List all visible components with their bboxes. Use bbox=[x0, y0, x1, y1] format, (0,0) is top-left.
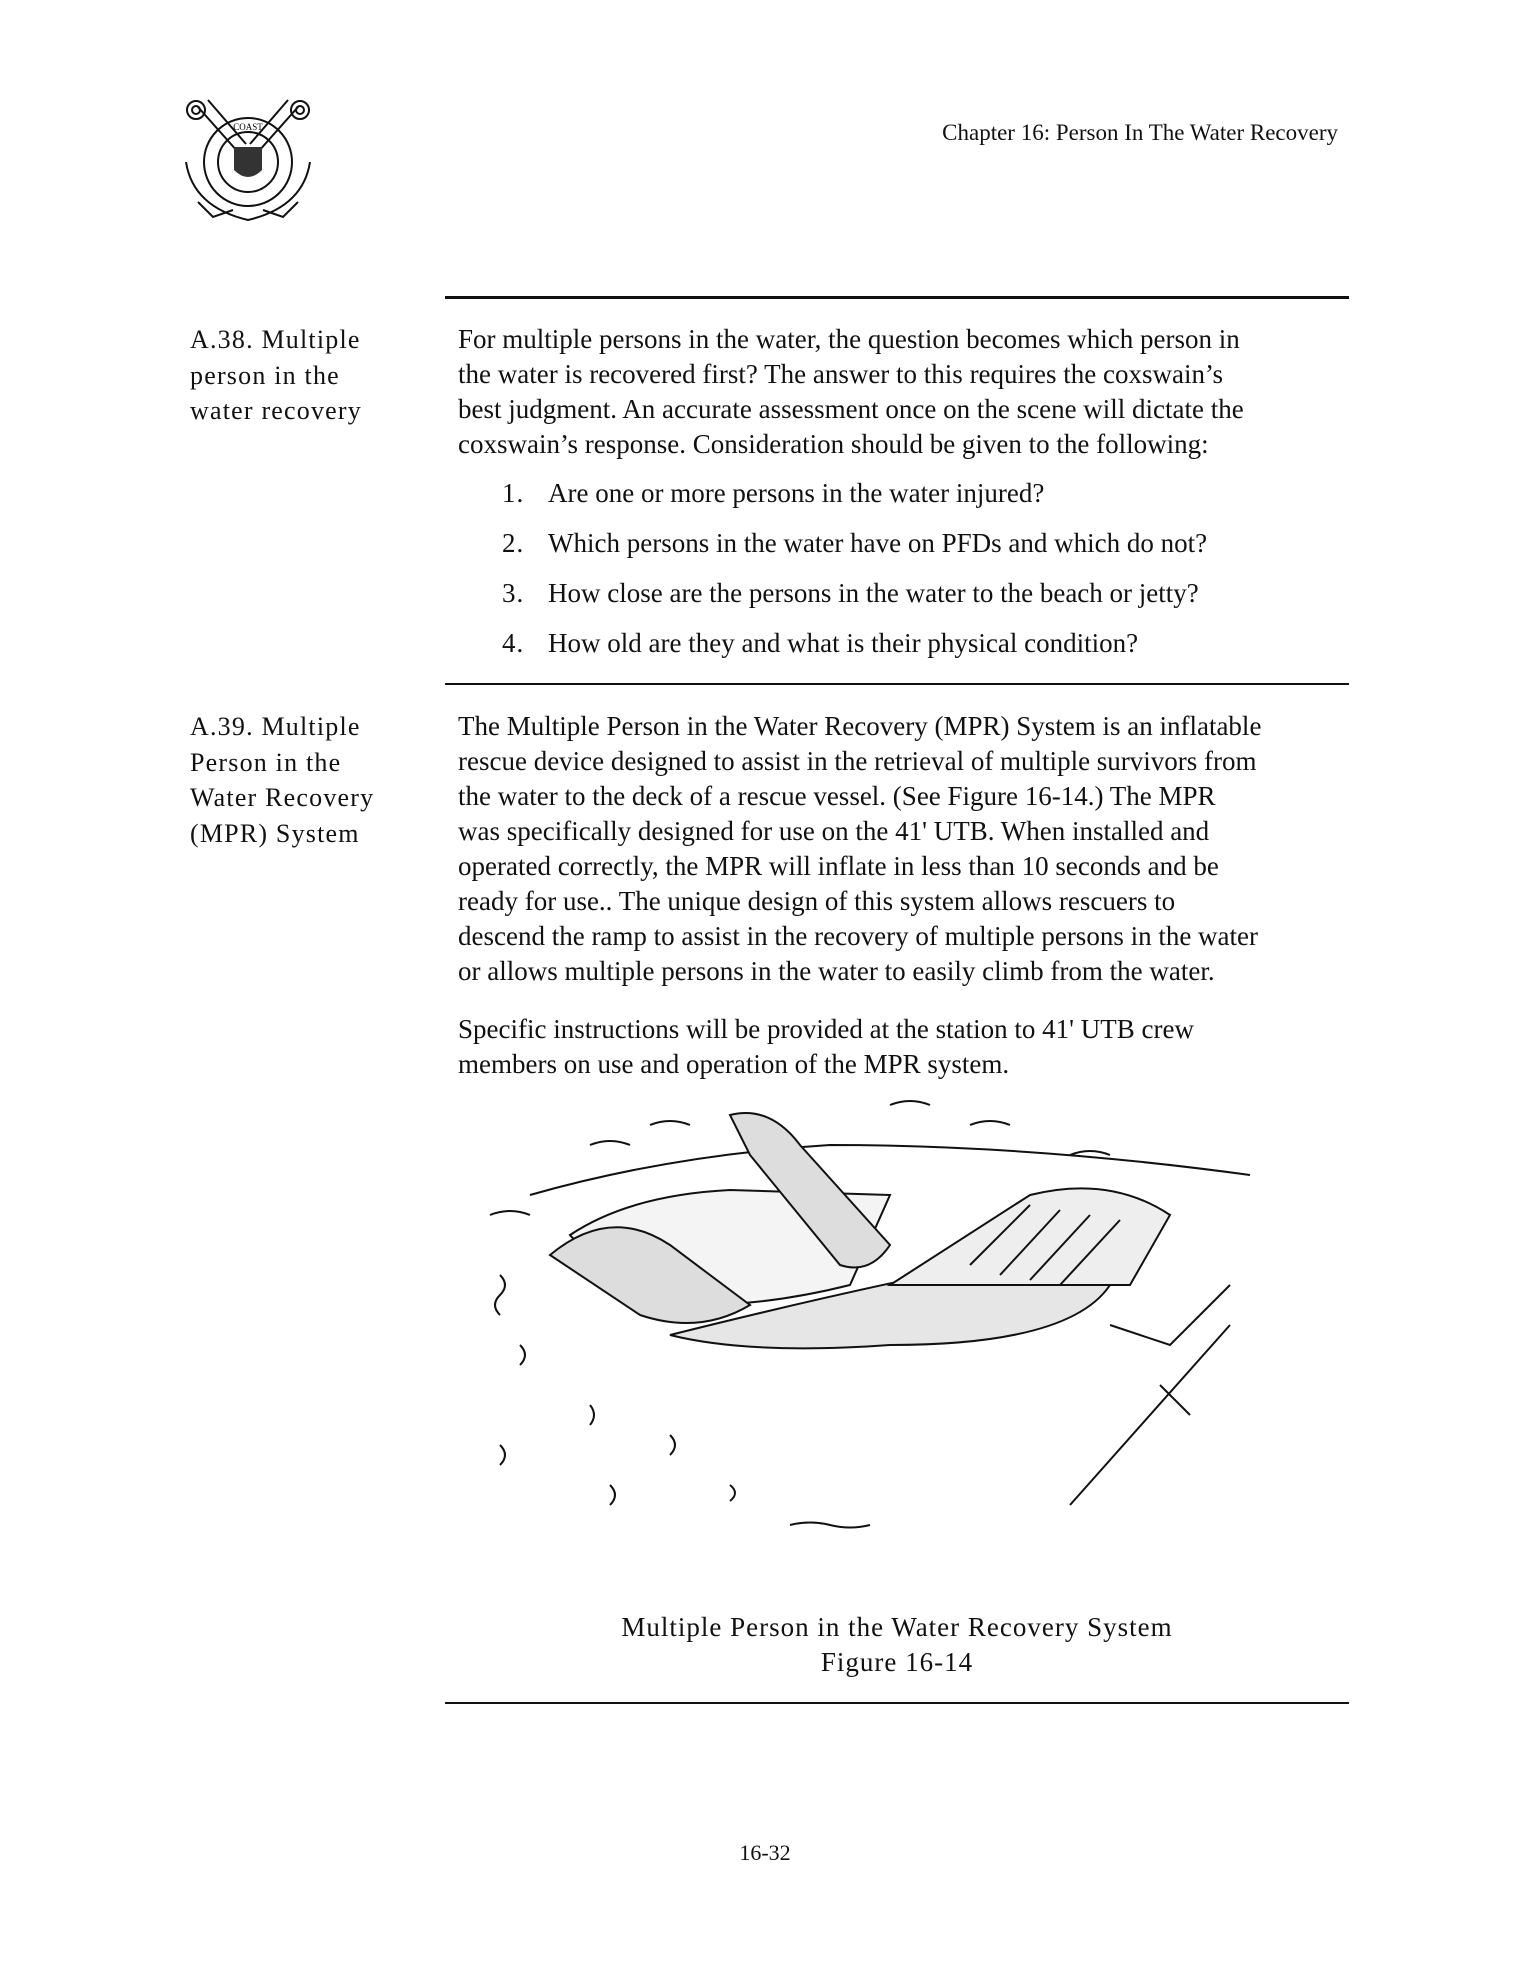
coast-guard-seal-logo bbox=[178, 92, 318, 227]
list-number: 1. bbox=[502, 478, 525, 508]
list-number: 2. bbox=[502, 528, 525, 558]
text-line: ready for use.. The unique design of this system allows rescuers to bbox=[458, 886, 1176, 916]
label-line: person in the bbox=[190, 360, 340, 390]
divider bbox=[445, 1702, 1349, 1704]
section-label-a38 bbox=[190, 322, 362, 429]
list-text: How close are the persons in the water to the beach or jetty? bbox=[548, 578, 1199, 608]
section-label-a39 bbox=[190, 709, 374, 851]
label-line: (MPR) System bbox=[190, 818, 360, 848]
label-line: A.39. Multiple bbox=[190, 712, 361, 741]
label-line: Water Recovery bbox=[190, 783, 375, 812]
divider bbox=[445, 683, 1349, 685]
text-line: For multiple persons in the water, the question becomes which person in bbox=[458, 324, 1240, 354]
text-line: members on use and operation of the MPR system. bbox=[458, 1049, 1010, 1079]
figure-caption: Multiple Person in the Water Recovery System bbox=[621, 1612, 1173, 1642]
text-line: the water to the deck of a rescue vessel. (See Figure 16-14.) The MPR bbox=[458, 781, 1216, 811]
section-a38-paragraph bbox=[458, 322, 1244, 462]
chapter-header: Chapter 16: Person In The Water Recovery bbox=[942, 120, 1338, 145]
list-item bbox=[502, 528, 1207, 559]
list-text: Which persons in the water have on PFDs and which do not? bbox=[548, 528, 1208, 558]
list-text: How old are they and what is their physical condition? bbox=[548, 628, 1139, 658]
text-line: or allows multiple persons in the water to easily climb from the water. bbox=[458, 956, 1215, 986]
text-line: Specific instructions will be provided at the station to 41' UTB crew bbox=[458, 1014, 1194, 1044]
label-line: A.38. Multiple bbox=[190, 325, 361, 354]
divider bbox=[445, 296, 1349, 299]
list-number: 3. bbox=[502, 578, 525, 608]
text-line: the water is recovered first? The answer to this requires the coxswain’s bbox=[458, 359, 1223, 389]
list-item bbox=[502, 578, 1199, 609]
list-item bbox=[502, 628, 1138, 659]
label-line: water recovery bbox=[190, 396, 362, 425]
list-item bbox=[502, 478, 1044, 509]
page-number: 16-32 bbox=[739, 1840, 791, 1865]
text-line: was specifically designed for use on the 41' UTB. When installed and bbox=[458, 816, 1210, 846]
svg-text:COAST: COAST bbox=[233, 122, 263, 132]
section-a39-paragraph-2 bbox=[458, 1012, 1194, 1082]
text-line: The Multiple Person in the Water Recovery (MPR) System is an inflatable bbox=[458, 711, 1262, 741]
section-a39-paragraph bbox=[458, 709, 1261, 989]
list-text: Are one or more persons in the water injured? bbox=[548, 478, 1045, 508]
label-line: Person in the bbox=[190, 747, 342, 777]
text-line: descend the ramp to assist in the recovery of multiple persons in the water bbox=[458, 921, 1259, 951]
text-line: rescue device designed to assist in the retrieval of multiple survivors from bbox=[458, 746, 1257, 776]
text-line: operated correctly, the MPR will inflate in less than 10 seconds and be bbox=[458, 851, 1219, 881]
list-number: 4. bbox=[502, 628, 525, 658]
mpr-system-illustration bbox=[470, 1085, 1300, 1585]
text-line: coxswain’s response. Consideration should be given to the following: bbox=[458, 429, 1209, 459]
text-line: best judgment. An accurate assessment once on the scene will dictate the bbox=[458, 394, 1244, 424]
figure-number: Figure 16-14 bbox=[820, 1647, 974, 1677]
